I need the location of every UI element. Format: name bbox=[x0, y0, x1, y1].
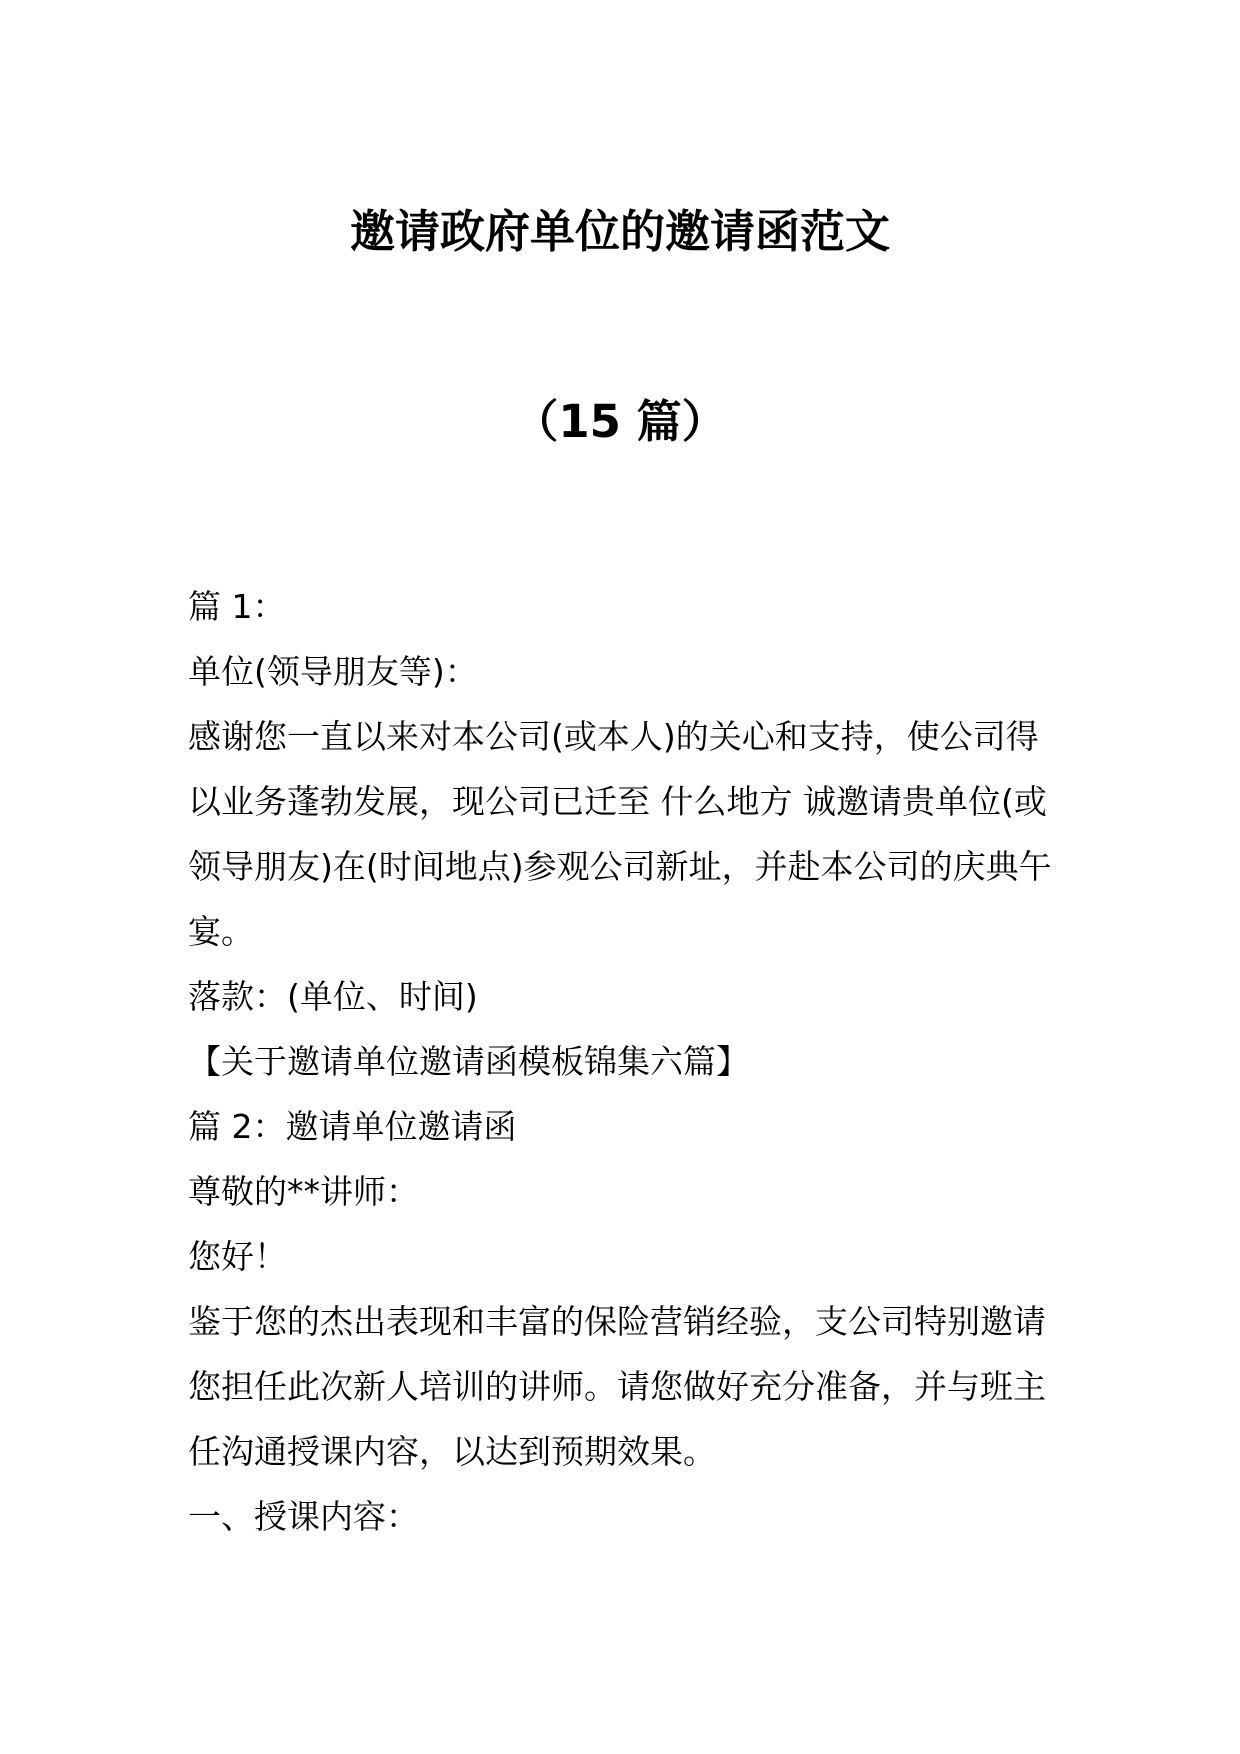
document-body bbox=[188, 574, 1058, 1549]
section-heading-2: 篇 2：邀请单位邀请函 bbox=[188, 1107, 517, 1146]
salutation-lecturer: 尊敬的**讲师： bbox=[188, 1172, 419, 1211]
paragraph-lecturer-invitation: 鉴于您的杰出表现和丰富的保险营销经验，支公司特别邀请您担任此次新人培训的讲师。请您做好充分准备，并与班主任沟通授课内容，以达到预期效果。 bbox=[188, 1302, 1046, 1471]
collection-heading: 【关于邀请单位邀请函模板锦集六篇】 bbox=[188, 1042, 749, 1081]
document-subtitle: （15 篇） bbox=[513, 395, 727, 448]
document-title: 邀请政府单位的邀请函范文 bbox=[349, 205, 890, 258]
salutation-line: 单位(领导朋友等)： bbox=[188, 652, 478, 691]
paragraph-invitation: 感谢您一直以来对本公司(或本人)的关心和支持，使公司得以业务蓬勃发展，现公司已迁至 什么地方 诚邀请贵单位(或领导朋友)在(时间地点)参观公司新址，并赴本公司的庆典午宴。 bbox=[188, 717, 1052, 951]
signature-line: 落款：(单位、时间) bbox=[188, 977, 478, 1016]
section-heading-1: 篇 1： bbox=[188, 587, 286, 626]
greeting-line: 您好！ bbox=[188, 1237, 287, 1276]
list-heading-course-content: 一、授课内容： bbox=[188, 1497, 419, 1536]
